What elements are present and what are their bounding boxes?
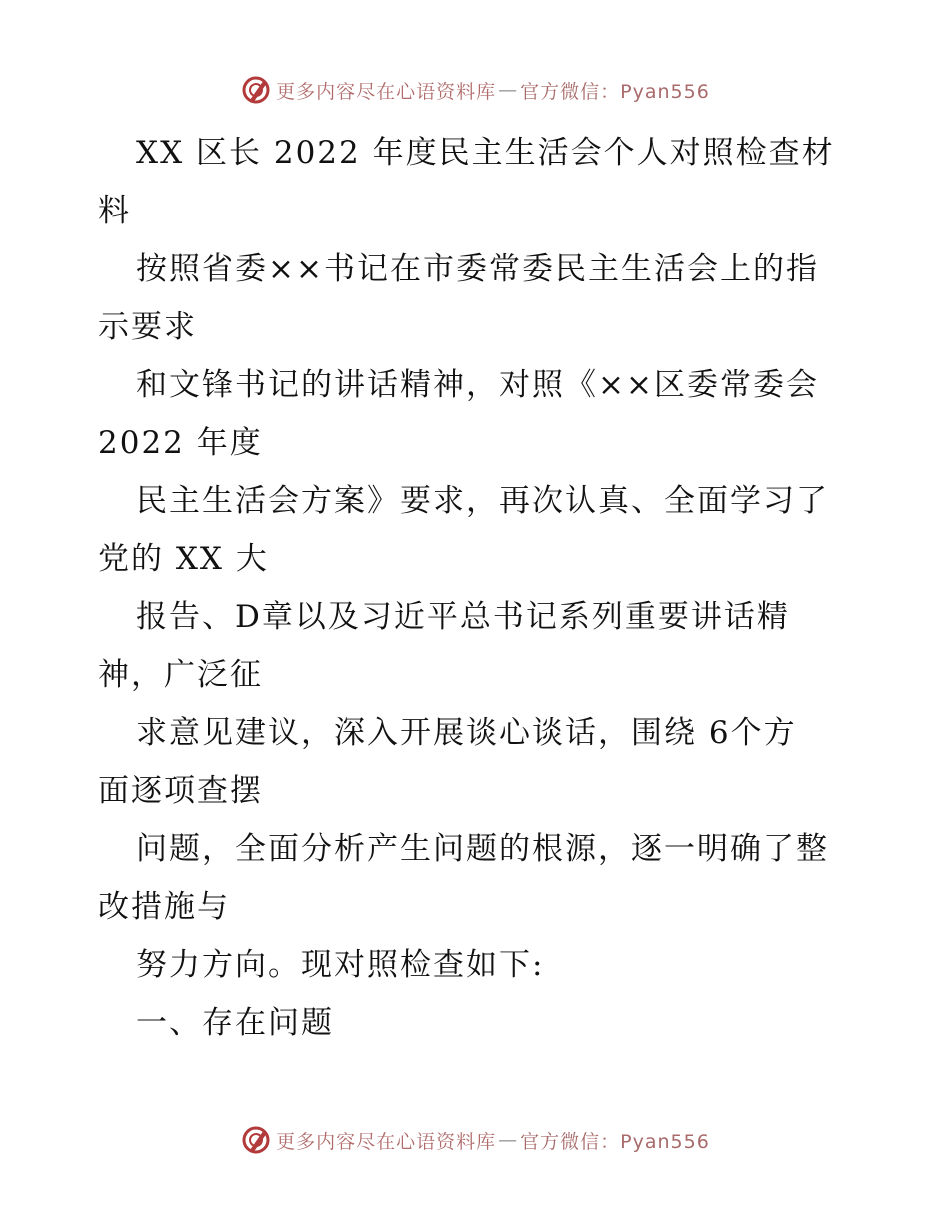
header-watermark [0,70,950,110]
paragraph-line: 问题，全面分析产生问题的根源，逐一明确了整 [136,831,829,867]
section-heading: 一、存在问题 [136,1005,334,1041]
paragraph-line: 报告、D章以及习近平总书记系列重要讲话精 [136,599,790,635]
paragraph-line: 求意见建议，深入开展谈心谈话，围绕 6个方 [136,715,797,751]
pen-circle-logo-icon [240,74,272,106]
paragraph-line: 党的 XX 大 [98,541,269,577]
pen-circle-logo-icon [240,1124,272,1156]
watermark-separator: — [498,1129,519,1151]
paragraph-line: 2022 年度 [98,425,263,461]
paragraph-line: 按照省委××书记在市委常委民主生活会上的指 [136,251,819,287]
paragraph-line: 民主生活会方案》要求，再次认真、全面学习了 [136,483,829,519]
footer-watermark [0,1120,950,1160]
document-title-line-1: XX 区长 2022 年度民主生活会个人对照检查材 [136,135,835,171]
paragraph-line: 神，广泛征 [98,657,263,693]
paragraph-line: 示要求 [98,309,197,345]
document-title-line-2: 料 [98,193,131,229]
watermark-contact: 官方微信：Pyan556 [520,80,710,103]
paragraph-line: 面逐项查摆 [98,773,263,809]
paragraph-line: 改措施与 [98,889,230,925]
paragraph-line: 努力方向。现对照检查如下: [136,947,545,983]
watermark-separator: — [498,79,519,101]
watermark-text: 更多内容尽在心语资料库 [276,1130,497,1153]
watermark-contact: 官方微信：Pyan556 [520,1130,710,1153]
watermark-text: 更多内容尽在心语资料库 [276,80,497,103]
paragraph-line: 和文锋书记的讲话精神，对照《××区委常委会 [136,367,819,403]
document-body [98,124,858,1052]
